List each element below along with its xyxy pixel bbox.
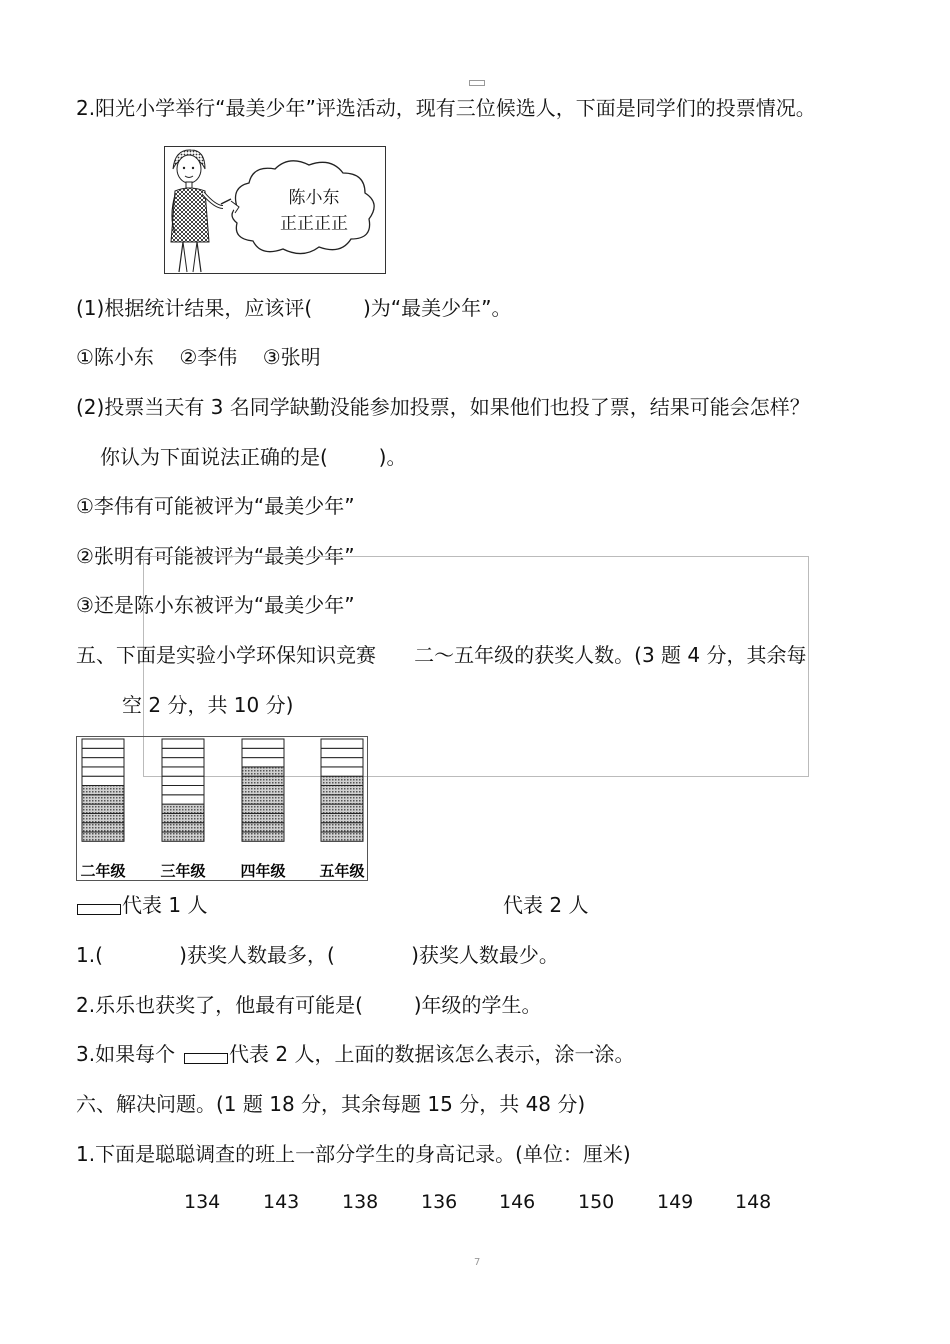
legend-shaded-label: 代表 2 人	[503, 893, 589, 917]
bubble-votes: 正正正正	[280, 214, 348, 234]
chart-category-label: 二年级	[80, 862, 126, 880]
section5-q3-suffix: 代表 2 人，上面的数据该怎么表示，涂一涂。	[229, 1042, 635, 1066]
chart-cell-empty	[242, 748, 284, 757]
height-value: 150	[578, 1191, 615, 1213]
section5-heading-line1: 五、下面是实验小学环保知识竞赛 二～五年级的获奖人数。(3 题 4 分，其余每	[76, 643, 807, 667]
chart-cell-filled	[82, 804, 124, 813]
bubble-name: 陈小东	[288, 188, 340, 208]
chart-cell-filled	[242, 795, 284, 804]
chart-cell-empty	[162, 776, 204, 785]
chart-cell-filled	[321, 804, 363, 813]
height-value: 136	[421, 1191, 458, 1213]
chart-cell-empty	[321, 739, 363, 748]
chart-cell-filled	[242, 823, 284, 832]
chart-cell-filled	[321, 832, 363, 841]
section5-q2: 2.乐乐也获奖了，他最有可能是( )年级的学生。	[76, 993, 542, 1017]
section5-q3-prefix: 3.如果每个	[76, 1042, 176, 1066]
chart-cell-filled	[321, 786, 363, 795]
height-value: 138	[342, 1191, 379, 1213]
q2-sub2-line2: 你认为下面说法正确的是( )。	[100, 445, 407, 469]
height-value: 134	[184, 1191, 221, 1213]
chart-cell-filled	[82, 823, 124, 832]
q2-option-2: ②张明有可能被评为“最美少年”	[76, 544, 355, 568]
chart-cell-empty	[162, 739, 204, 748]
chart-cell-empty	[162, 795, 204, 804]
legend-blank-cell	[77, 904, 121, 915]
section6-q1: 1.下面是聪聪调查的班上一部分学生的身高记录。(单位：厘米)	[76, 1142, 631, 1166]
chart-cell-empty	[82, 776, 124, 785]
chart-cell-empty	[82, 758, 124, 767]
height-value: 148	[735, 1191, 772, 1213]
section5-heading-line2: 空 2 分，共 10 分)	[122, 693, 294, 717]
chart-cell-empty	[82, 739, 124, 748]
heights-row	[0, 1193, 950, 1217]
section6-heading: 六、解决问题。(1 题 18 分，其余每题 15 分，共 48 分)	[76, 1092, 586, 1116]
q2-sub1-options: ①陈小东 ②李伟 ③张明	[76, 345, 321, 369]
chart-cell-empty	[82, 767, 124, 776]
chart-cell-filled	[242, 767, 284, 776]
chart-category-label: 三年级	[160, 862, 206, 880]
chart-cell-empty	[321, 748, 363, 757]
chart-cell-filled	[162, 823, 204, 832]
chart-cell-empty	[242, 758, 284, 767]
chart-category-label: 四年级	[240, 862, 286, 880]
chart-cell-filled	[82, 813, 124, 822]
q2-sub1: (1)根据统计结果，应该评( )为“最美少年”。	[76, 296, 512, 320]
chart-cell-filled	[162, 813, 204, 822]
chart-cell-empty	[82, 748, 124, 757]
chart-cell-filled	[321, 776, 363, 785]
chart-cell-empty	[321, 758, 363, 767]
q2-option-1: ①李伟有可能被评为“最美少年”	[76, 494, 355, 518]
chart-cell-empty	[162, 748, 204, 757]
chart-cell-filled	[321, 813, 363, 822]
q2-option-3: ③还是陈小东被评为“最美少年”	[76, 593, 355, 617]
height-value: 146	[499, 1191, 536, 1213]
award-chart-svg	[77, 737, 367, 880]
vote-illustration	[164, 146, 386, 274]
chart-cell-empty	[162, 758, 204, 767]
chart-category-label: 五年级	[319, 862, 365, 880]
award-chart	[76, 736, 368, 881]
chart-cell-empty	[321, 767, 363, 776]
q2-intro: 2.阳光小学举行“最美少年”评选活动，现有三位候选人，下面是同学们的投票情况。	[76, 96, 816, 120]
chart-cell-filled	[82, 786, 124, 795]
q3-cell-icon	[184, 1053, 228, 1064]
chart-cell-filled	[162, 804, 204, 813]
chart-cell-filled	[82, 795, 124, 804]
page-number-mark: 7	[474, 1257, 481, 1268]
q2-sub2-line1: (2)投票当天有 3 名同学缺勤没能参加投票，如果他们也投了票，结果可能会怎样？	[76, 395, 810, 419]
chart-cell-filled	[242, 832, 284, 841]
chart-cell-filled	[82, 832, 124, 841]
chart-cell-empty	[162, 767, 204, 776]
chart-cell-filled	[242, 786, 284, 795]
chart-cell-filled	[321, 795, 363, 804]
height-value: 149	[657, 1191, 694, 1213]
chart-cell-filled	[321, 823, 363, 832]
legend-blank-label: 代表 1 人	[122, 893, 208, 917]
section5-q1: 1.( )获奖人数最多，( )获奖人数最少。	[76, 943, 559, 967]
chart-cell-filled	[162, 832, 204, 841]
chart-cell-filled	[242, 804, 284, 813]
page-top-mark	[469, 80, 485, 86]
chart-cell-filled	[242, 813, 284, 822]
chart-cell-empty	[162, 786, 204, 795]
chart-cell-filled	[242, 776, 284, 785]
height-value: 143	[263, 1191, 300, 1213]
chart-cell-empty	[242, 739, 284, 748]
